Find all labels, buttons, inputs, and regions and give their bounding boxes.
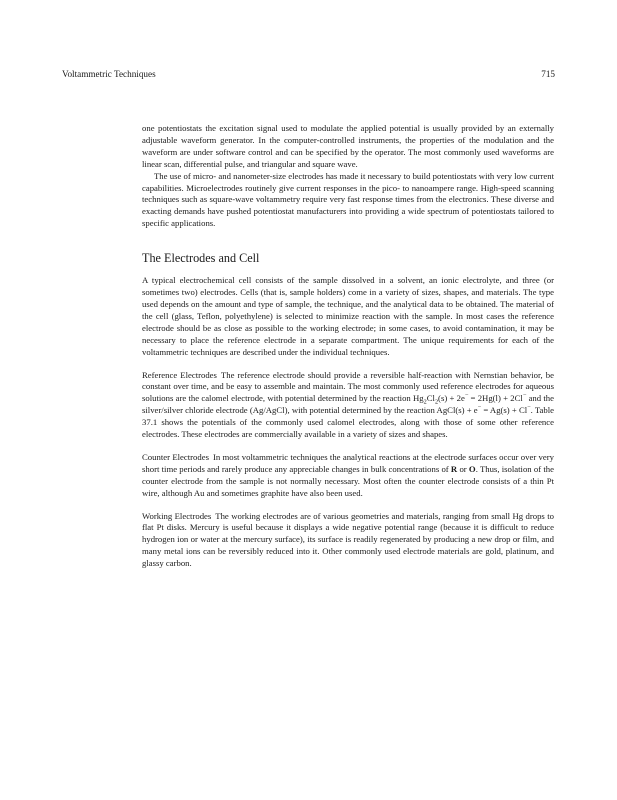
subsection-title: Working Electrodes [142,510,212,521]
running-title: Voltammetric Techniques [62,69,156,79]
page-number: 715 [541,69,555,79]
subsection-title: Reference Electrodes [142,369,217,380]
subsection-title: Counter Electrodes [142,451,209,462]
paragraph: one potentiostats the excitation signal used to modulate the applied potential is usually provided by an externally adjustable waveform generator. In the computer-controlled instruments, the properties of the modulation and the waveform are under software control and can be specified by the operator. The most commonly used waveforms are linear scan, differential pulse, and triangular and square wave. [142,123,554,169]
body-text [142,123,554,570]
working-electrodes-paragraph: Working Electrodes The working electrodes are of various geometries and materials, ranging from small Hg drops to flat Pt disks. Mercury is useful because it displays a wide negative potential range (because it is difficult to reduce hydrogen ion or water at the mercury surface), its surface is readily regenerated by producing a new drop or film, and many metal ions can be reversibly reduced into it. Other commonly used electrode materials are gold, platinum, and glassy carbon. [142,510,554,569]
counter-electrodes-paragraph: Counter Electrodes In most voltammetric techniques the analytical reactions at the electrode surfaces occur over very short time periods and rarely produce any appreciable changes in bulk concentrations of R or O. Thus, isolation of the counter electrode from the sample is not normally necessary. Most often the counter electrode consists of a thin Pt wire, although Au and sometimes graphite have also been used. [142,451,554,498]
reference-electrodes-paragraph: Reference Electrodes The reference electrode should provide a reversible half-reaction with Nernstian behavior, be constant over time, and be easy to assemble and maintain. The most commonly used reference electrodes for aqueous solutions are the calomel electrode, with potential determined by the reaction $Hg_2Cl_2(s) + 2e^- = 2Hg(l) + 2Cl^-$ and the silver/silver chloride electrode (Ag/AgCl), with potential determined by the reaction AgCl(s) + e− = Ag(s) + Cl−. Table 37.1 shows the potentials of the commonly used calomel electrodes, along with those of some other reference electrodes. These electrodes are commercially available in a variety of sizes and shapes. [142,369,555,440]
paragraph: The use of micro- and nanometer-size electrodes has made it necessary to build potentiostats with very low current capabilities. Microelectrodes routinely give current responses in the pico- to nanoampere range. High-speed scanning techniques such as square-wave voltammetry require very fast response times from the electronics. These diverse and exacting demands have pushed potentiostat manufacturers into providing a wide spectrum of potentiostats tailored to specific applications. [142,170,554,229]
paragraph: A typical electrochemical cell consists of the sample dissolved in a solvent, an ionic electrolyte, and three (or sometimes two) electrodes. Cells (that is, sample holders) come in a variety of sizes, shapes, and materials. The type used depends on the amount and type of sample, the technique, and the analytical data to be obtained. The material of the cell (glass, Teflon, polyethylene) is selected to minimize reaction with the sample. In most cases the reference electrode should be as close as possible to the working electrode; in some cases, to avoid contamination, it may be necessary to place the reference electrode in a separate compartment. The unique requirements for each of the voltammetric techniques are described under the individual techniques. [142,275,554,357]
section-heading: The Electrodes and Cell [142,251,260,266]
